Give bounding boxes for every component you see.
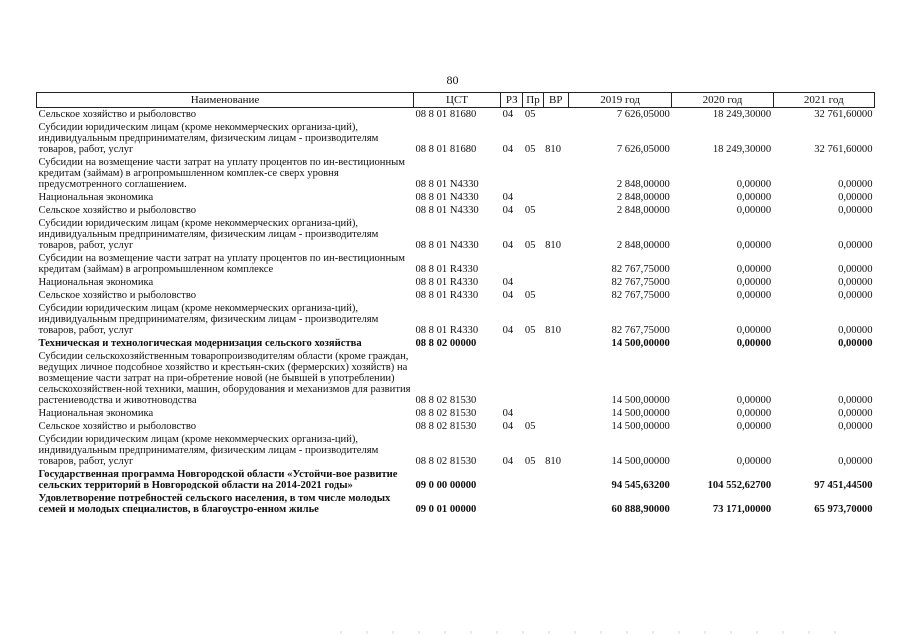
row-2021: 0,00000 <box>838 290 873 301</box>
row-2020: 0,00000 <box>736 240 772 251</box>
row-vr <box>543 251 568 275</box>
row-2021: 0,00000 <box>838 240 873 251</box>
row-vr <box>543 406 568 419</box>
row-vr <box>543 491 568 515</box>
row-cst: 08 8 02 81530 <box>415 421 477 432</box>
budget-table <box>36 92 875 515</box>
row-vr <box>543 336 568 349</box>
row-name: Субсидии юридическим лицам (кроме некоммерческих организа-ций), индивидуальным предпринимателям, физическим лицам - производителям товаров, работ, услуг <box>38 434 379 467</box>
table-row <box>37 108 875 121</box>
row-2019: 14 500,00000 <box>611 456 670 467</box>
row-cst: 08 8 02 00000 <box>415 338 477 349</box>
row-2020: 0,00000 <box>736 456 772 467</box>
row-pr <box>523 336 543 349</box>
header-2021: 2021 год <box>773 93 874 108</box>
row-2020: 0,00000 <box>736 264 772 275</box>
table-row <box>37 419 875 432</box>
row-vr <box>543 275 568 288</box>
row-2019: 14 500,00000 <box>611 338 670 349</box>
row-cst: 08 8 01 N4330 <box>415 179 479 190</box>
row-2020: 18 249,30000 <box>712 144 772 155</box>
table-row <box>37 155 875 190</box>
row-2021: 0,00000 <box>838 277 873 288</box>
row-pr <box>523 491 543 515</box>
row-cst: 08 8 01 81680 <box>415 109 477 120</box>
table-row <box>37 406 875 419</box>
row-pr: 05 <box>524 421 536 432</box>
row-cst: 08 8 02 81530 <box>415 395 477 406</box>
row-rz: 04 <box>502 240 514 251</box>
row-2021: 32 761,60000 <box>814 109 873 120</box>
table-row <box>37 349 875 406</box>
row-vr <box>543 467 568 491</box>
row-name: Национальная экономика <box>38 192 154 203</box>
row-vr: 810 <box>545 325 562 336</box>
row-rz <box>501 155 523 190</box>
row-2020: 0,00000 <box>736 395 772 406</box>
header-cst: ЦСТ <box>413 93 500 108</box>
row-pr: 05 <box>524 325 536 336</box>
row-2019: 2 848,00000 <box>616 192 670 203</box>
scan-artifact <box>340 631 860 634</box>
row-2021: 65 973,70000 <box>814 504 873 515</box>
row-2019: 2 848,00000 <box>616 240 670 251</box>
row-2019: 7 626,05000 <box>616 144 670 155</box>
row-pr <box>523 190 543 203</box>
row-rz: 04 <box>502 109 514 120</box>
row-2020: 0,00000 <box>736 408 772 419</box>
row-cst: 08 8 01 R4330 <box>415 325 479 336</box>
row-rz <box>501 336 523 349</box>
row-name: Сельское хозяйство и рыболовство <box>38 109 197 120</box>
row-2021: 0,00000 <box>838 264 873 275</box>
row-2021: 0,00000 <box>838 408 873 419</box>
table-row <box>37 203 875 216</box>
row-cst: 08 8 01 N4330 <box>415 240 479 251</box>
table-row <box>37 275 875 288</box>
row-vr: 810 <box>545 240 562 251</box>
header-rz: РЗ <box>501 93 523 108</box>
row-name: Удовлетворение потребностей сельского населения, в том числе молодых семей и молодых специалистов, в благоустро-енном жилье <box>38 493 391 515</box>
row-2021: 32 761,60000 <box>814 144 873 155</box>
row-2019: 82 767,75000 <box>611 290 670 301</box>
row-2021: 0,00000 <box>838 456 873 467</box>
row-rz: 04 <box>502 325 514 336</box>
row-pr <box>523 275 543 288</box>
row-rz: 04 <box>502 277 514 288</box>
row-2019: 82 767,75000 <box>611 325 670 336</box>
row-2020: 18 249,30000 <box>712 109 772 120</box>
row-2019: 14 500,00000 <box>611 395 670 406</box>
row-cst: 09 0 01 00000 <box>415 504 477 515</box>
row-name: Субсидии юридическим лицам (кроме некоммерческих организа-ций), индивидуальным предпринимателям, физическим лицам - производителям товаров, работ, услуг <box>38 303 379 336</box>
table-row <box>37 336 875 349</box>
row-2019: 82 767,75000 <box>611 277 670 288</box>
row-2019: 14 500,00000 <box>611 408 670 419</box>
row-2019: 94 545,63200 <box>611 480 670 491</box>
row-vr <box>543 288 568 301</box>
row-rz <box>501 491 523 515</box>
row-vr: 810 <box>545 456 562 467</box>
row-rz: 04 <box>502 456 514 467</box>
row-name: Национальная экономика <box>38 277 154 288</box>
row-pr <box>523 349 543 406</box>
row-cst: 08 8 01 N4330 <box>415 192 479 203</box>
row-pr <box>523 155 543 190</box>
row-pr: 05 <box>524 290 536 301</box>
row-rz: 04 <box>502 192 514 203</box>
row-cst: 08 8 01 N4330 <box>415 205 479 216</box>
row-name: Сельское хозяйство и рыболовство <box>38 290 197 301</box>
table-row <box>37 190 875 203</box>
row-2021: 0,00000 <box>838 338 873 349</box>
row-vr <box>543 155 568 190</box>
table-row <box>37 120 875 155</box>
table-row <box>37 432 875 467</box>
table-row <box>37 288 875 301</box>
row-2021: 0,00000 <box>838 421 873 432</box>
row-2020: 0,00000 <box>736 277 772 288</box>
row-rz <box>501 251 523 275</box>
table-row <box>37 467 875 491</box>
row-vr <box>543 419 568 432</box>
row-pr <box>523 467 543 491</box>
row-rz: 04 <box>502 290 514 301</box>
row-cst: 08 8 02 81530 <box>415 456 477 467</box>
row-name: Техническая и технологическая модернизация сельского хозяйства <box>38 338 362 349</box>
row-vr <box>543 349 568 406</box>
row-name: Субсидии на возмещение части затрат на уплату процентов по ин-вестиционным кредитам (займам) в агропромышленном комплек-се сверх уровня предусмотренного соглашением. <box>38 157 405 190</box>
row-pr: 05 <box>524 205 536 216</box>
row-vr <box>543 203 568 216</box>
row-cst: 08 8 01 R4330 <box>415 264 479 275</box>
row-2020: 0,00000 <box>736 192 772 203</box>
row-2019: 14 500,00000 <box>611 421 670 432</box>
row-2019: 82 767,75000 <box>611 264 670 275</box>
row-2020: 73 171,00000 <box>712 504 772 515</box>
table-row <box>37 216 875 251</box>
row-rz: 04 <box>502 205 514 216</box>
row-name: Национальная экономика <box>38 408 154 419</box>
header-2019: 2019 год <box>568 93 671 108</box>
row-pr: 05 <box>524 456 536 467</box>
row-2019: 60 888,90000 <box>611 504 670 515</box>
row-name: Субсидии сельскохозяйственным товаропроизводителям области (кроме граждан, ведущих личное подсобное хозяйство и крестьян-ских (фермерских) хозяйств) на возмещение части затрат на при-обретение новой (не бывшей в употреблении) сельскохозяйствен-ной техники, машин, оборудования и механизмов для развития растениеводства и животноводства <box>38 351 411 406</box>
row-2021: 0,00000 <box>838 325 873 336</box>
row-name: Субсидии юридическим лицам (кроме некоммерческих организа-ций), индивидуальным предпринимателям, физическим лицам - производителям товаров, работ, услуг <box>38 218 379 251</box>
header-pr: Пр <box>523 93 543 108</box>
row-2019: 2 848,00000 <box>616 179 670 190</box>
row-vr: 810 <box>545 144 562 155</box>
row-2021: 0,00000 <box>838 395 873 406</box>
row-vr <box>543 190 568 203</box>
row-2020: 0,00000 <box>736 179 772 190</box>
row-2019: 7 626,05000 <box>616 109 670 120</box>
row-2020: 0,00000 <box>736 421 772 432</box>
row-pr <box>523 406 543 419</box>
row-2020: 104 552,62700 <box>707 480 772 491</box>
page-number: 80 <box>446 73 459 87</box>
header-2020: 2020 год <box>672 93 773 108</box>
row-2021: 0,00000 <box>838 205 873 216</box>
row-2020: 0,00000 <box>736 290 772 301</box>
row-2021: 97 451,44500 <box>814 480 873 491</box>
row-2021: 0,00000 <box>838 179 873 190</box>
table-body <box>37 108 875 516</box>
row-2020: 0,00000 <box>736 338 772 349</box>
row-cst: 08 8 02 81530 <box>415 408 477 419</box>
row-name: Субсидии юридическим лицам (кроме некоммерческих организа-ций), индивидуальным предпринимателям, физическим лицам - производителям товаров, работ, услуг <box>38 122 379 155</box>
row-rz: 04 <box>502 421 514 432</box>
row-2021: 0,00000 <box>838 192 873 203</box>
row-pr: 05 <box>524 144 536 155</box>
row-2020: 0,00000 <box>736 325 772 336</box>
table-header-row <box>37 93 875 108</box>
row-cst: 09 0 00 00000 <box>415 480 477 491</box>
row-2019: 2 848,00000 <box>616 205 670 216</box>
row-rz: 04 <box>502 144 514 155</box>
row-rz <box>501 467 523 491</box>
row-cst: 08 8 01 R4330 <box>415 277 479 288</box>
row-name: Государственная программа Новгородской области «Устойчи-вое развитие сельских территорий в Новгородской области на 2014-2021 годы» <box>38 469 398 491</box>
row-name: Субсидии на возмещение части затрат на уплату процентов по ин-вестиционным кредитам (займам) в агропромышленном комплексе <box>38 253 405 275</box>
table-row <box>37 491 875 515</box>
header-vr: ВР <box>543 93 568 108</box>
header-name: Наименование <box>37 93 414 108</box>
row-rz <box>501 349 523 406</box>
row-vr <box>543 108 568 121</box>
row-name: Сельское хозяйство и рыболовство <box>38 421 197 432</box>
row-rz: 04 <box>502 408 514 419</box>
row-cst: 08 8 01 R4330 <box>415 290 479 301</box>
table-row <box>37 301 875 336</box>
row-name: Сельское хозяйство и рыболовство <box>38 205 197 216</box>
row-pr <box>523 251 543 275</box>
row-pr: 05 <box>524 240 536 251</box>
row-2020: 0,00000 <box>736 205 772 216</box>
row-pr: 05 <box>524 109 536 120</box>
row-cst: 08 8 01 81680 <box>415 144 477 155</box>
table-row <box>37 251 875 275</box>
